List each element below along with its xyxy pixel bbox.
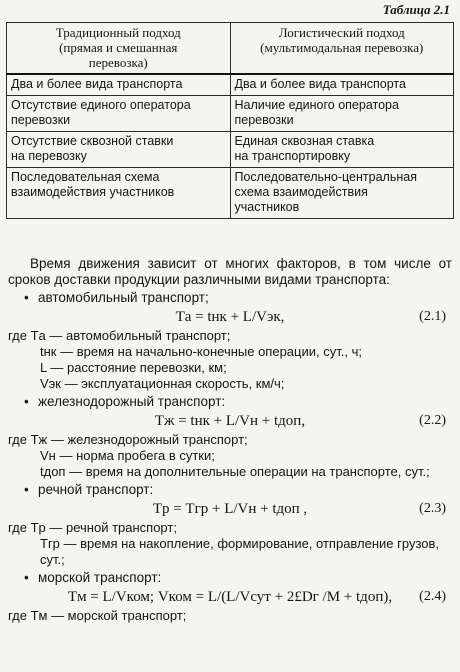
table-cell bbox=[7, 74, 231, 96]
formula bbox=[0, 410, 460, 432]
table-cell bbox=[7, 96, 231, 132]
cell-line: Отсутствие сквозной ставки bbox=[11, 134, 174, 148]
cell-line: Два и более вида транспорта bbox=[11, 77, 183, 91]
cell-line: Два и более вида транспорта bbox=[234, 77, 406, 91]
bullet-item bbox=[24, 482, 460, 498]
bullet-label: морской транспорт: bbox=[38, 570, 162, 585]
bullet-icon: • bbox=[24, 394, 29, 409]
definition: Vн — норма пробега в сутки; bbox=[40, 448, 215, 463]
formula-expression: Tр = Tгр + L/Vн + tдоп , bbox=[152, 501, 308, 517]
formula bbox=[0, 306, 460, 328]
table-row bbox=[7, 74, 454, 96]
intro-paragraph: Время движения зависит от многих факторов, в том числе от сроков доставки продукции различными видами транспорта: bbox=[8, 256, 452, 287]
cell-line: перевозки bbox=[11, 113, 71, 127]
definition: tнк — время на начально-конечные операции, сут., ч; bbox=[40, 344, 362, 359]
table-caption: Таблица 2.1 bbox=[382, 2, 450, 17]
bullet-icon: • bbox=[24, 570, 29, 585]
cell-line: Последовательная схема bbox=[11, 170, 160, 184]
definitions bbox=[8, 608, 460, 624]
header-line: (прямая и смешанная bbox=[59, 40, 178, 55]
formula-number: (2.4) bbox=[419, 589, 446, 604]
formula-number: (2.1) bbox=[419, 309, 446, 324]
formula-number: (2.2) bbox=[419, 413, 446, 428]
cell-line: Последовательно-центральная bbox=[234, 170, 417, 184]
cell-line: Единая сквозная ставка bbox=[234, 134, 375, 148]
definitions bbox=[8, 328, 460, 392]
table-header-row bbox=[7, 23, 454, 75]
comparison-table bbox=[6, 22, 454, 219]
definition: где Tж — железнодорожный транспорт; bbox=[8, 432, 248, 447]
header-line: Традиционный подход bbox=[55, 25, 181, 40]
header-traditional bbox=[7, 23, 231, 75]
header-logistic bbox=[230, 23, 454, 75]
formula bbox=[0, 498, 460, 520]
cell-line: перевозки bbox=[234, 113, 294, 127]
header-line: (мультимодальная перевозка) bbox=[260, 40, 424, 55]
definition: L — расстояние перевозки, км; bbox=[40, 360, 227, 375]
bullet-item bbox=[24, 394, 460, 410]
bullet-label: железнодорожный транспорт: bbox=[38, 394, 226, 409]
table-row bbox=[7, 132, 454, 168]
table-cell bbox=[230, 96, 454, 132]
table-cell bbox=[230, 132, 454, 168]
definition: где Tа — автомобильный транспорт; bbox=[8, 328, 231, 343]
definitions bbox=[8, 432, 460, 480]
cell-line: Наличие единого оператора bbox=[234, 98, 399, 112]
cell-line: взаимодействия участников bbox=[11, 185, 175, 199]
cell-line: участников bbox=[234, 200, 300, 214]
definitions bbox=[8, 520, 460, 568]
formula-number: (2.3) bbox=[419, 501, 446, 516]
bullet-label: автомобильный транспорт; bbox=[38, 290, 209, 305]
document-body bbox=[0, 256, 460, 624]
definition: Vэк — эксплуатационная скорость, км/ч; bbox=[40, 376, 285, 391]
definition: где Tр — речной транспорт; bbox=[8, 520, 177, 535]
definition: где Tм — морской транспорт; bbox=[8, 608, 187, 623]
table-cell bbox=[230, 168, 454, 219]
formula-expression: Tм = L/Vком; Vком = L/(L/Vсут + 2£Dг /M + tдоп), bbox=[67, 589, 393, 605]
definition: Tгр — время на накопление, формирование, отправление грузов, сут.; bbox=[40, 536, 440, 567]
header-line: Логистический подход bbox=[278, 25, 405, 40]
bullet-item bbox=[24, 290, 460, 306]
bullet-item bbox=[24, 570, 460, 586]
bullet-icon: • bbox=[24, 290, 29, 305]
bullet-icon: • bbox=[24, 482, 29, 497]
cell-line: схема взаимодействия bbox=[234, 185, 368, 199]
table-row bbox=[7, 168, 454, 219]
table-cell bbox=[7, 132, 231, 168]
table-cell bbox=[7, 168, 231, 219]
definition: tдоп — время на дополнительные операции на транспорте, сут.; bbox=[40, 464, 430, 479]
bullet-label: речной транспорт: bbox=[38, 482, 154, 497]
header-line: перевозка) bbox=[88, 55, 148, 70]
cell-line: на транспортировку bbox=[234, 149, 351, 163]
formula-expression: Tж = tнк + L/Vн + tдоп, bbox=[154, 413, 306, 429]
table-row bbox=[7, 96, 454, 132]
table-cell bbox=[230, 74, 454, 96]
formula-expression: Tа = tнк + L/Vэк, bbox=[175, 309, 285, 325]
formula bbox=[0, 586, 460, 608]
cell-line: Отсутствие единого оператора bbox=[11, 98, 191, 112]
cell-line: на перевозку bbox=[11, 149, 87, 163]
